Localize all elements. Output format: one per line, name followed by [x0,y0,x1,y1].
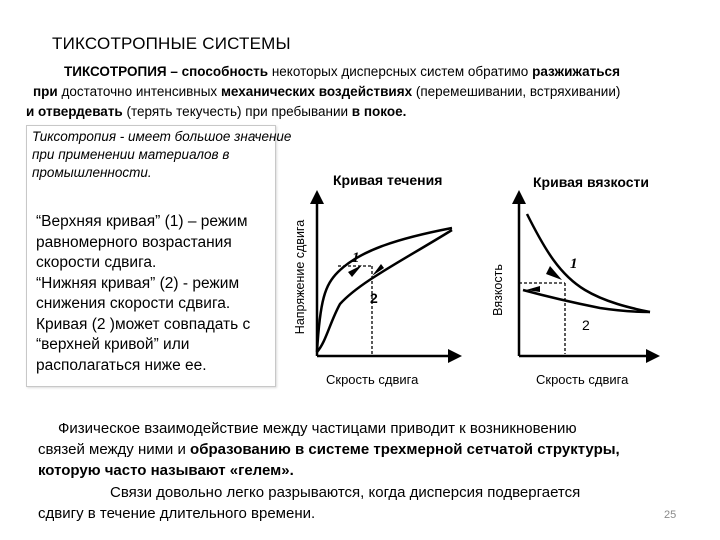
flow-label-2: 2 [370,290,378,306]
note-line: при применении материалов в [32,147,230,162]
definition-text: достаточно интенсивных [57,84,221,99]
flow-x-axis-arrow [448,349,462,363]
definition-text: (терять текучесть) при пребывании [122,104,352,119]
desc-line: равномерного возрастания [36,233,232,251]
flow-arrow-up [348,265,362,277]
paragraph-line-2 [38,441,620,458]
definition-keyword: при [33,84,58,99]
visc-label-2: 2 [582,317,590,333]
definition-keyword: и отвердевать [26,104,123,119]
paragraph-line-5: сдвигу в течение длительного времени. [38,505,316,522]
flow-chart-title: Кривая течения [333,172,443,188]
viscosity-chart-title: Кривая вязкости [533,174,649,190]
visc-x-axis-arrow [646,349,660,363]
definition-keyword: разжижаться [532,64,620,79]
definition-text: (перемешивании, встряхивании) [412,84,621,99]
desc-line: “верхней кривой” или [36,336,190,353]
desc-line: располагаться ниже ее. [36,356,207,374]
paragraph-emphasis: которую часто называют «гелем». [38,462,294,479]
definition-keyword: механических воздействиях [220,84,413,99]
visc-y-axis-arrow [512,190,526,204]
desc-line: Кривая (2 )может совпадать с [36,315,251,333]
visc-curve-1 [527,214,650,312]
viscosity-chart-ylabel: Вязкость [491,264,505,316]
paragraph-emphasis: образованию в системе трехмерной сетчатой структуры, [190,441,620,458]
desc-line: снижения скорости сдвига. [36,295,231,312]
flow-curve-1 [317,228,452,352]
paragraph-line-3 [38,462,294,479]
slide-title: ТИКСОТРОПНЫЕ СИСТЕМЫ [52,34,291,53]
flow-chart-xlabel: Скрость сдвига [326,372,419,387]
flow-curve-2 [317,230,452,352]
definition-keyword: в покое. [351,104,407,119]
desc-line: “Верхняя кривая” (1) – режим [36,213,248,230]
flow-y-axis-arrow [310,190,324,204]
flow-chart [310,190,462,363]
viscosity-chart-xlabel: Скрость сдвига [536,372,629,387]
visc-label-1: 1 [570,256,578,272]
definition-text: некоторых дисперсных систем обратимо [268,64,533,79]
paragraph-line-4: Связи довольно легко разрываются, когда дисперсия подвергается [110,484,581,501]
flow-chart-ylabel: Напряжение сдвига [293,219,307,335]
flow-label-1: 1 [352,250,360,266]
note-line: промышленности. [32,165,152,180]
viscosity-chart [512,190,660,363]
paragraph-text: связей между ними и [38,441,191,458]
desc-line: скорости сдвига. [36,254,157,271]
paragraph-line-1: Физическое взаимодействие между частицами приводит к возникновению [58,420,577,437]
note-line: Тиксотропия - имеет большое значение [32,129,292,144]
page-number: 25 [664,509,677,521]
desc-line: “Нижняя кривая” (2) - режим [36,274,240,292]
definition-term: ТИКСОТРОПИЯ – способность [64,64,269,79]
